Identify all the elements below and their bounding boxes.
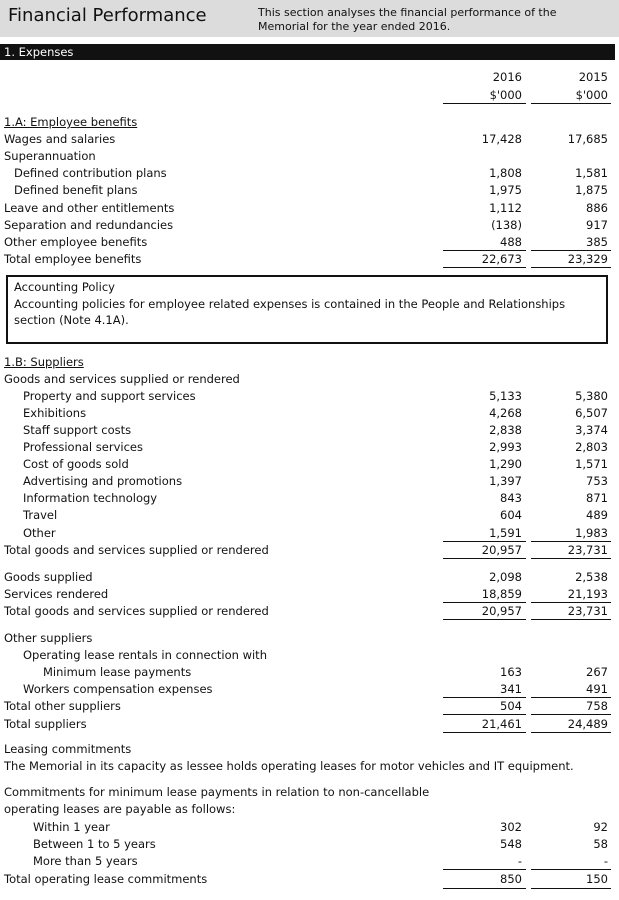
total-row-label: Total employee benefits [4,252,142,266]
table-row-value-2016: 4,268 [489,406,522,420]
leasing-heading: Leasing commitments [4,742,132,756]
total-rule [531,267,611,268]
table-row-value-2015: 92 [593,820,608,834]
table-row-label: Separation and redundancies [4,218,174,232]
table-row-value-2015: 917 [586,218,608,232]
total-rule [531,558,611,559]
table-row-label: Between 1 to 5 years [33,837,156,851]
table-row-label: Travel [23,508,58,522]
page-title: Financial Performance [8,5,207,26]
section-bar [0,44,615,60]
total-row-label: Total operating lease commitments [4,872,208,886]
total-rule [443,267,526,268]
group-label: Other suppliers [4,631,93,645]
total-row-label: Total other suppliers [4,699,121,713]
table-row-value-2016: 604 [500,508,522,522]
total-row-value-2016: 22,673 [481,252,522,266]
table-row-value-2016: 163 [500,665,522,679]
table-row-value-2016: 18,859 [481,587,522,601]
table-row-value-2015: 871 [586,491,608,505]
table-row-label: Property and support services [23,389,196,403]
table-row-label: Defined benefit plans [14,183,138,197]
table-row-label: Advertising and promotions [23,474,183,488]
table-row-value-2015: 1,581 [575,166,608,180]
total-row-label: Total goods and services supplied or rendered [4,604,269,618]
accounting-policy-title: Accounting Policy [14,280,115,294]
table-row-value-2016: 1,591 [489,526,522,540]
table-row-value-2015: 753 [586,474,608,488]
col-2016-underline [443,103,526,104]
table-row-label: Minimum lease payments [43,665,192,679]
total-rule [531,732,611,733]
table-row-value-2015: 3,374 [575,423,608,437]
table-row-label: Services rendered [4,587,109,601]
total-rule [443,619,526,620]
table-row-value-2016: 1,397 [489,474,522,488]
table-row-value-2015: 5,380 [575,389,608,403]
table-row-value-2015: 385 [586,235,608,249]
total-row-value-2015: 758 [586,699,608,713]
table-row-value-2015: 489 [586,508,608,522]
table-row-label: Wages and salaries [4,132,116,146]
total-row-label: Total suppliers [4,717,87,731]
suppliers-heading: 1.B: Suppliers [4,355,84,369]
table-row-value-2016: (138) [491,218,522,232]
table-row-value-2016: 1,808 [489,166,522,180]
total-row-value-2015: 23,329 [567,252,608,266]
total-row-value-2015: 23,731 [567,543,608,557]
col-2015-underline [531,103,611,104]
table-row-value-2016: 1,290 [489,457,522,471]
total-row-value-2016: 21,461 [481,717,522,731]
table-row-label: Goods supplied [4,570,93,584]
total-row-value-2015: 23,731 [567,604,608,618]
table-row-value-2016: 1,975 [489,183,522,197]
table-row-value-2016: - [517,854,522,868]
table-row-value-2015: 1,875 [575,183,608,197]
table-row-label: Professional services [23,440,143,454]
col-2015-year: 2015 [578,70,608,84]
table-row-value-2015: 58 [593,837,608,851]
total-rule [443,714,526,715]
total-row-label: Total goods and services supplied or rendered [4,543,269,557]
table-row-label: Within 1 year [33,820,110,834]
accounting-policy-box [6,275,608,344]
subtotal-rule [443,869,526,870]
table-row-value-2015: 2,538 [575,570,608,584]
total-row-value-2015: 24,489 [567,717,608,731]
leasing-intro-line-1: Commitments for minimum lease payments in relation to non-cancellable [4,785,430,799]
section-description: This section analyses the financial performance of the Memorial for the year ended 2016. [258,6,557,33]
table-row-value-2016: 341 [500,682,522,696]
table-row-value-2015: 6,507 [575,406,608,420]
table-row-value-2016: 1,112 [489,201,522,215]
employee-benefits-heading: 1.A: Employee benefits [4,115,138,129]
table-row-value-2016: 2,993 [489,440,522,454]
table-row-value-2016: 2,838 [489,423,522,437]
col-2016-unit: $'000 [489,88,522,102]
table-row-label: Superannuation [4,149,96,163]
table-row-value-2015: - [603,854,608,868]
table-row-value-2015: 2,803 [575,440,608,454]
accounting-policy-body: Accounting policies for employee related expenses is contained in the People and Relationships section (Note 4.1A). [14,297,566,327]
table-row-value-2015: 491 [586,682,608,696]
table-row-label: Staff support costs [23,423,132,437]
section-bar-label: 1. Expenses [4,45,74,59]
total-rule [443,888,526,889]
group-label: Goods and services supplied or rendered [4,372,240,386]
table-row-value-2015: 17,685 [567,132,608,146]
table-row-value-2015: 1,571 [575,457,608,471]
total-row-value-2016: 20,957 [481,543,522,557]
group-label: Operating lease rentals in connection with [23,648,267,662]
total-row-value-2016: 850 [500,872,522,886]
table-row-value-2015: 886 [586,201,608,215]
table-row-label: More than 5 years [33,854,138,868]
total-row-value-2016: 504 [500,699,522,713]
table-row-label: Information technology [23,491,158,505]
page-header [0,0,619,37]
total-row-value-2016: 20,957 [481,604,522,618]
subtotal-rule [531,869,611,870]
total-rule [443,732,526,733]
leasing-description: The Memorial in its capacity as lessee holds operating leases for motor vehicles and IT equipment. [4,759,574,773]
table-row-label: Defined contribution plans [14,166,167,180]
table-row-value-2016: 17,428 [481,132,522,146]
total-rule [531,619,611,620]
table-row-label: Cost of goods sold [23,457,129,471]
table-row-value-2015: 21,193 [567,587,608,601]
table-row-value-2016: 302 [500,820,522,834]
table-row-label: Other [23,526,56,540]
table-row-value-2016: 5,133 [489,389,522,403]
table-row-label: Exhibitions [23,406,87,420]
table-row-label: Leave and other entitlements [4,201,175,215]
total-rule [443,558,526,559]
total-rule [531,714,611,715]
leasing-intro-line-2: operating leases are payable as follows: [4,802,236,816]
total-row-value-2015: 150 [586,872,608,886]
table-row-label: Workers compensation expenses [23,682,213,696]
col-2016-year: 2016 [492,70,522,84]
table-row-value-2016: 843 [500,491,522,505]
table-row-value-2015: 1,983 [575,526,608,540]
table-row-value-2016: 548 [500,837,522,851]
col-2015-unit: $'000 [575,88,608,102]
total-rule [531,888,611,889]
table-row-label: Other employee benefits [4,235,148,249]
table-row-value-2015: 267 [586,665,608,679]
table-row-value-2016: 488 [500,235,522,249]
table-row-value-2016: 2,098 [489,570,522,584]
